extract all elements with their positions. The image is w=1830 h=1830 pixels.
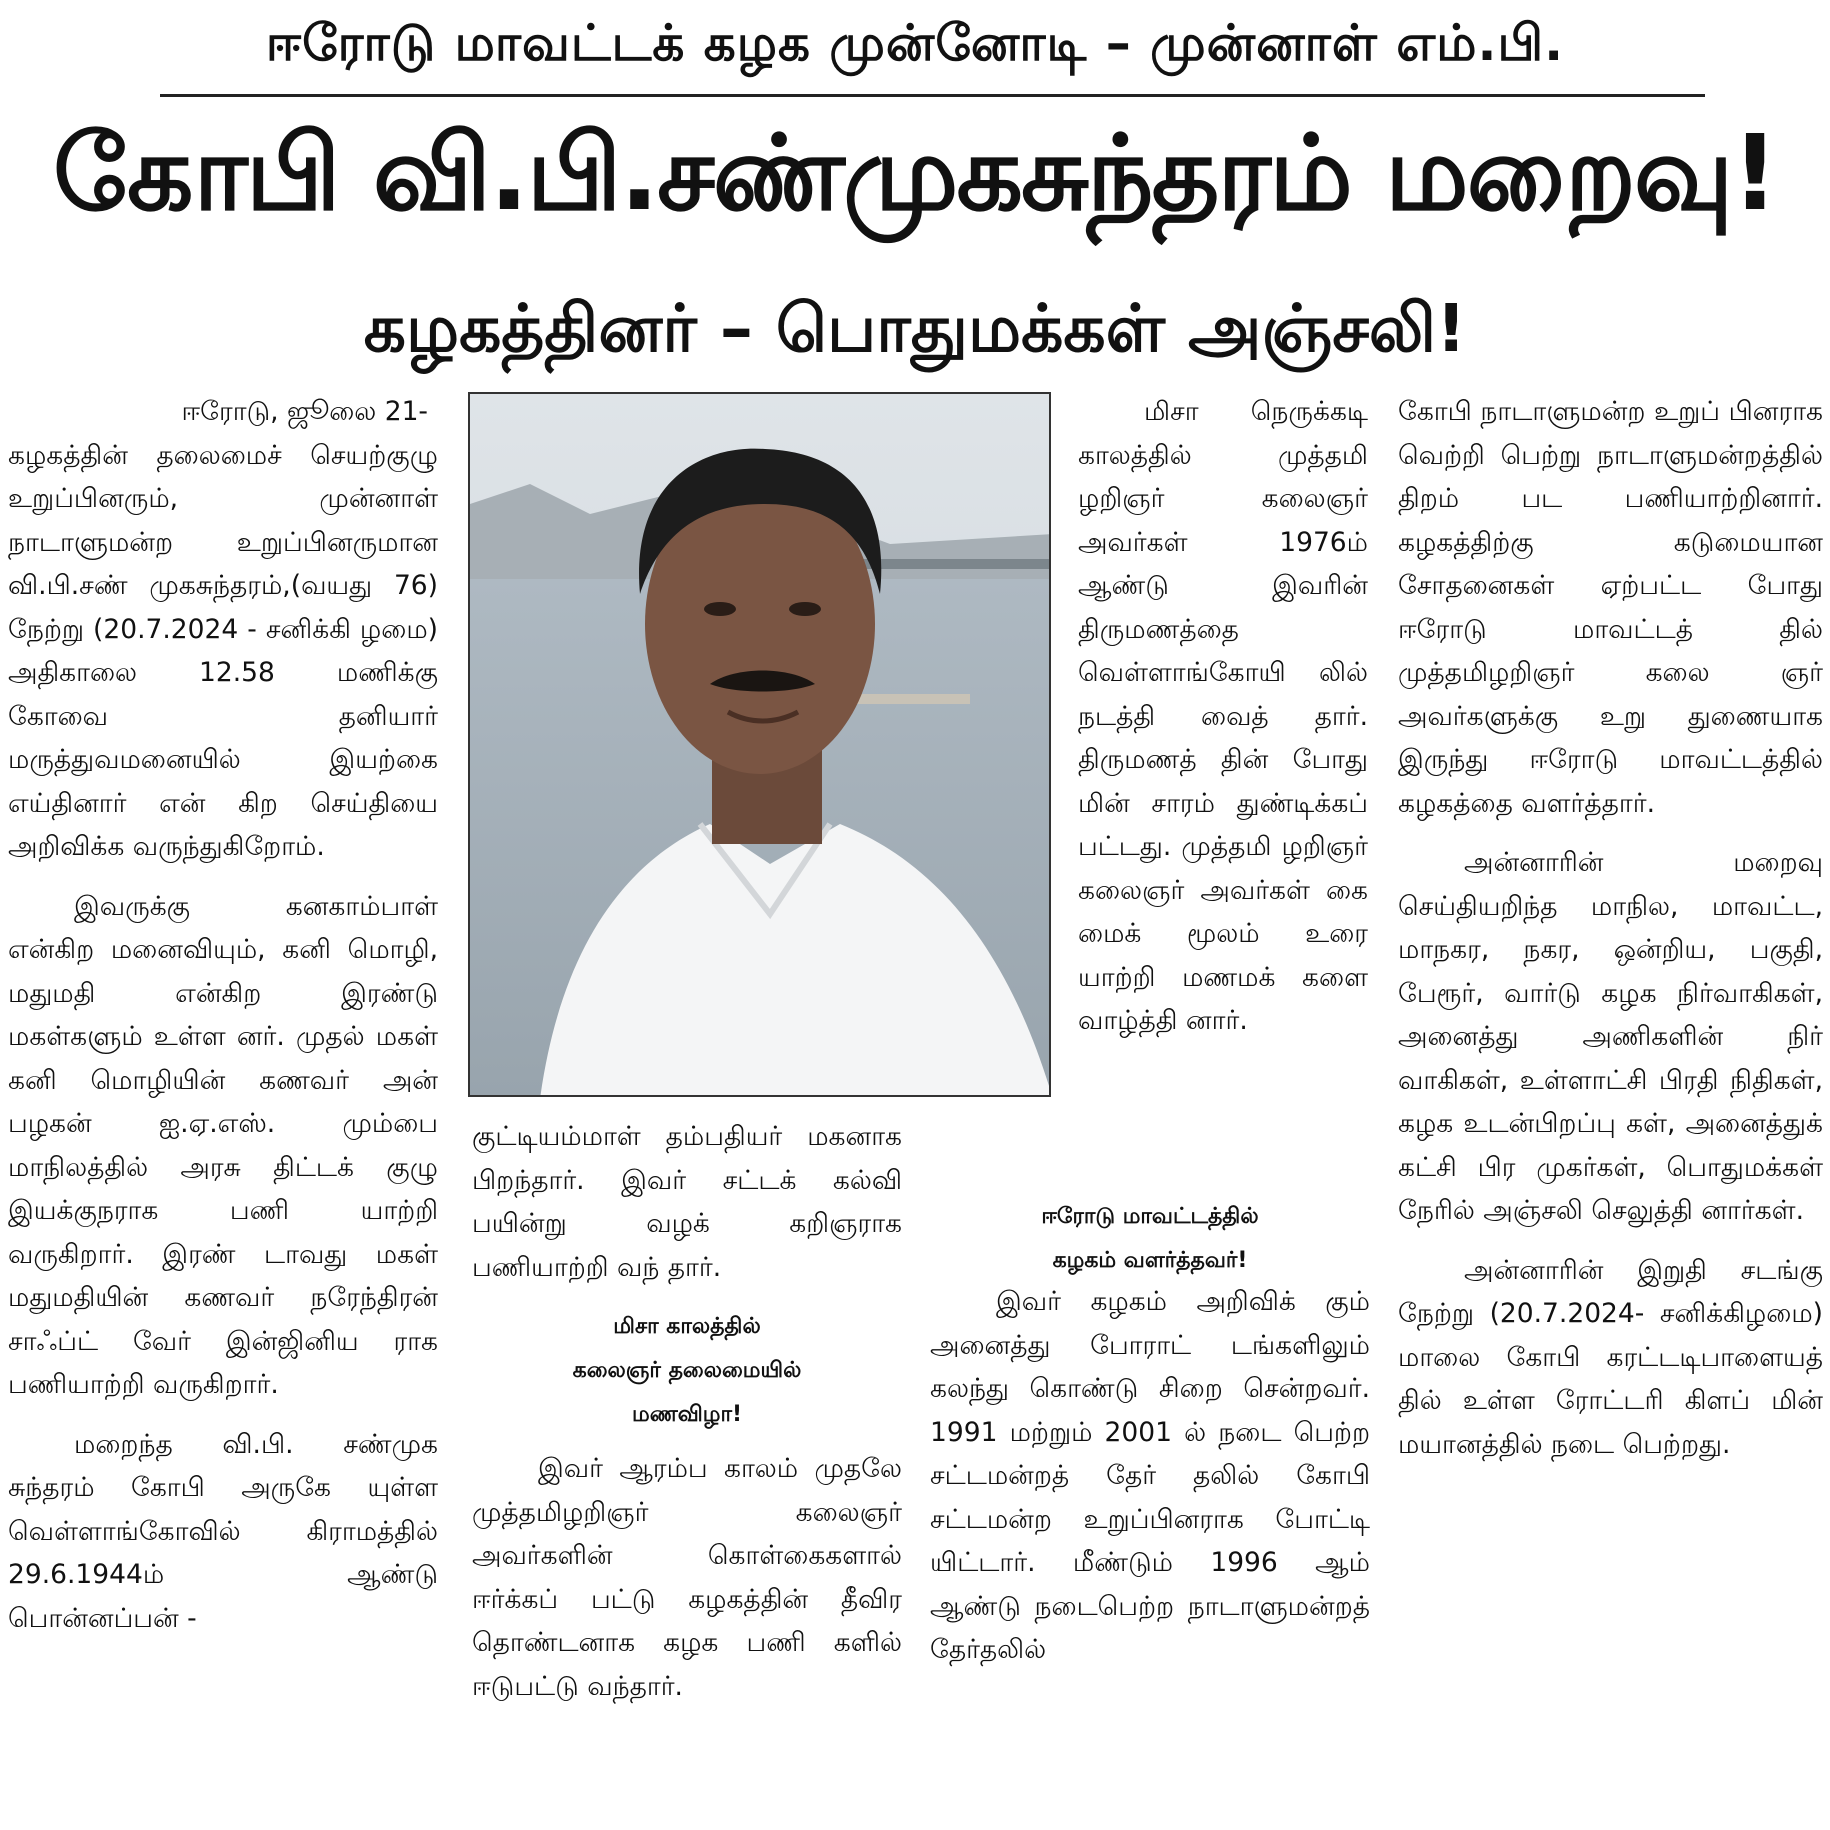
subtitle-line: கழகம் வளர்த்தவர்! — [1052, 1248, 1248, 1273]
kicker: ஈரோடு மாவட்டக் கழக முன்னோடி – முன்னாள் எம்.பி. — [265, 14, 1565, 72]
dateline: ஈரோடு, ஜூலை 21- — [181, 396, 428, 427]
portrait-photo-icon — [470, 394, 1051, 1097]
paragraph: கோபி நாடாளுமன்ற உறுப் பினராக வெற்றி பெற்று நாடாளுமன்றத்தில் திறம் பட பணியாற்றினார். கழகத்திற்கு கடுமையான சோதனைகள் ஏற்பட்ட போது ஈரோடு மாவட்டத் தில் முத்தமிழறிஞர் கலை ஞர் அவர்களுக்கு உறு துணையாக இருந்து ஈரோடு மாவட்டத்தில் கழகத்தை வளர்த்தார். — [1398, 396, 1823, 819]
paragraph: மிசா நெருக்கடி காலத்தில் முத்தமி ழறிஞர் கலைஞர் அவர்கள் 1976ம் ஆண்டு இவரின் திருமணத்தை வெள்ளாங்கோயி லில் நடத்தி வைத் தார். திருமணத் தின் போது மின் சாரம் துண்டிக்கப் பட்டது. முத்தமி ழறிஞர் கலைஞர் அவர்கள் கை மைக் மூலம் உரை யாற்றி மணமக் களை வாழ்த்தி னார். — [1078, 396, 1368, 1036]
subtitle-line: கலைஞர் தலைமையில் — [572, 1358, 802, 1383]
headline: கோபி வி.பி.சண்முகசுந்தரம் மறைவு! — [53, 112, 1777, 234]
section-subtitle — [940, 1195, 1360, 1283]
article-column-3-continued — [930, 1280, 1370, 1815]
paragraph: குட்டியம்மாள் தம்பதியர் மகனாக பிறந்தார். இவர் சட்டக் கல்வி பயின்று வழக் கறிஞராக பணியாற்றி வந் தார். — [472, 1121, 902, 1283]
paragraph: இவருக்கு கனகாம்பாள் என்கிற மனைவியும், கனி மொழி, மதுமதி என்கிற இரண்டு மகள்களும் உள்ள னர். முதல் மகள் கனி மொழியின் கணவர் அன் பழகன் ஐ.ஏ.எஸ். மும்பை மாநிலத்தில் அரசு திட்டக் குழு இயக்குநராக பணி யாற்றி வருகிறார். இரண் டாவது மகள் மதுமதியின் கணவர் நரேந்திரன் சாஃப்ட் வேர் இன்ஜினிய ராக பணியாற்றி வருகிறார். — [8, 890, 438, 1400]
paragraph: கழகத்தின் தலைமைச் செயற்குழு உறுப்பினரும், முன்னாள் நாடாளுமன்ற உறுப்பினருமான வி.பி.சண் முகசுந்தரம்,(வயது 76) நேற்று (20.7.2024 - சனிக்கி ழமை) அதிகாலை 12.58 மணிக்கு கோவை தனியார் மருத்துவமனையில் இயற்கை எய்தினார் என் கிற செய்தியை அறிவிக்க வருந்துகிறோம். — [8, 439, 438, 862]
article-column-1 — [8, 390, 438, 1815]
paragraph: அன்னாரின் மறைவு செய்தியறிந்த மாநில, மாவட்ட, மாநகர, நகர, ஒன்றிய, பகுதி, பேரூர், வார்டு கழக நிர்வாகிகள், அனைத்து அணிகளின் நிர் வாகிகள், உள்ளாட்சி பிரதி நிதிகள், கழக உடன்பிறப்பு கள், அனைத்துக் கட்சி பிர முகர்கள், பொதுமக்கள் நேரில் அஞ்சலி செலுத்தி னார்கள். — [1398, 847, 1823, 1226]
subtitle-line: மணவிழா! — [632, 1402, 742, 1427]
paragraph: அன்னாரின் இறுதி சடங்கு நேற்று (20.7.2024- சனிக்கிழமை) மாலை கோபி கரட்டடிபாளையத் தில் உள்ள ரோட்டரி கிளப் மின் மயானத்தில் நடை பெற்றது. — [1398, 1254, 1823, 1460]
subhead: கழகத்தினர் – பொதுமக்கள் அஞ்சலி! — [363, 290, 1467, 367]
article-column-4 — [1398, 390, 1823, 1815]
subtitle-line: மிசா காலத்தில் — [613, 1314, 761, 1339]
paragraph: மறைந்த வி.பி. சண்முக சுந்தரம் கோபி அருகே யுள்ள வெள்ளாங்கோவில் கிராமத்தில் 29.6.1944ம் ஆண்டு பொன்னப்பன் - — [8, 1428, 438, 1634]
article-column-2 — [472, 1115, 902, 1815]
article-column-3 — [1078, 390, 1368, 1180]
portrait-photo — [468, 392, 1051, 1097]
section-subtitle — [472, 1305, 902, 1437]
divider-rule — [160, 94, 1705, 97]
paragraph: இவர் ஆரம்ப காலம் முதலே முத்தமிழறிஞர் கலைஞர் அவர்களின் கொள்கைகளால் ஈர்க்கப் பட்டு கழகத்தின் தீவிர தொண்டனாக கழக பணி களில் ஈடுபட்டு வந்தார். — [472, 1453, 902, 1702]
subtitle-line: ஈரோடு மாவட்டத்தில் — [1041, 1204, 1259, 1229]
paragraph: இவர் கழகம் அறிவிக் கும் அனைத்து போராட் டங்களிலும் கலந்து கொண்டு சிறை சென்றவர். 1991 மற்றும் 2001 ல் நடை பெற்ற சட்டமன்றத் தேர் தலில் கோபி சட்டமன்ற உறுப்பினராக போட்டி யிட்டார். மீண்டும் 1996 ஆம் ஆண்டு நடைபெற்ற நாடாளுமன்றத் தேர்தலில் — [930, 1286, 1370, 1665]
